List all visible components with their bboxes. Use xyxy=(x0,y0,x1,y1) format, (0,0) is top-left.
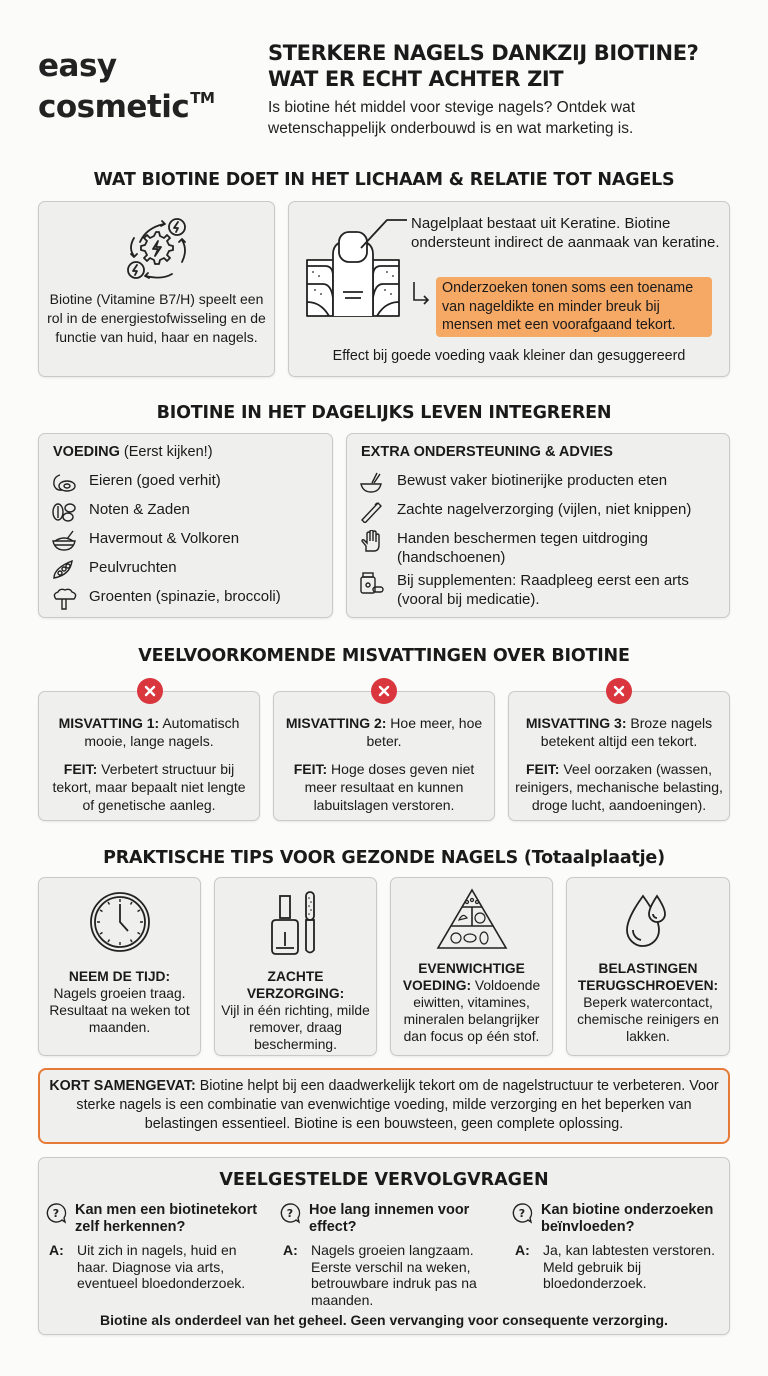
food-pyramid-icon xyxy=(436,888,508,952)
broccoli-icon xyxy=(51,588,77,610)
card-extra-support xyxy=(346,433,730,618)
logo-line-1: easy xyxy=(38,48,117,84)
faq-answer: A: Uit zich in nagels, huid en haar. Diagnose via arts, eventueel bloedonderzoek. xyxy=(49,1242,246,1291)
egg-icon xyxy=(51,472,77,494)
fact-text: FEIT: Verbetert structuur bij tekort, maar bepaalt niet lengte of genetische aanleg. xyxy=(52,761,246,813)
list-item-label: Noten & Zaden xyxy=(89,501,190,518)
question-bubble-icon xyxy=(279,1202,301,1224)
list-item-label: Bij supplementen: Raadpleeg eerst een arts (vooral bij medicatie). xyxy=(397,572,689,608)
subtitle-line-2: wetenschappelijk onderbouwd is en wat marketing is. xyxy=(268,120,634,137)
summary-text: Biotine helpt bij een daadwerkelijk tekort om de nagelstructuur te verbeteren. Voor sterke nagels is een combinatie van evenwichtige voeding, milde verzorging en het beperken van belastingen essentieel. Biotine is een bouwsteen, geen complete oplossing. xyxy=(76,1078,719,1132)
list-item-label: Bewust vaker biotinerijke producten eten xyxy=(397,472,668,489)
supplement-bottle-icon xyxy=(359,572,385,594)
misconception-card-1 xyxy=(38,691,260,821)
section-title-daily-life: BIOTINE IN HET DAGELIJKS LEVEN INTEGREREN xyxy=(156,403,612,423)
faq-question: ? Hoe lang innemen voor effect? xyxy=(279,1202,479,1236)
keratine-text: Nagelplaat bestaat uit Keratine. Biotine ondersteunt indirect de aanmaak van keratine. xyxy=(411,215,720,251)
list-item-label: Peulvruchten xyxy=(89,559,177,576)
misconception-card-2 xyxy=(273,691,495,821)
list-item xyxy=(359,530,697,567)
logo-line-2: cosmetic xyxy=(38,89,190,125)
list-item-label: Groenten (spinazie, broccoli) xyxy=(89,588,281,605)
x-mark-icon xyxy=(371,678,397,704)
oatmeal-bowl-icon xyxy=(51,530,77,552)
myth-text: MISVATTING 1: Automatisch mooie, lange nagels. xyxy=(58,715,240,749)
nuts-seeds-icon xyxy=(51,501,77,523)
list-item xyxy=(51,588,281,610)
list-item xyxy=(51,472,221,494)
tip-text: BELASTINGEN TERUGSCHROEVEN: Beperk watercontact, chemische reinigers en lakken. xyxy=(577,961,719,1044)
list-item xyxy=(359,472,667,494)
glove-icon xyxy=(359,530,385,552)
effect-note: Effect bij goede voeding vaak kleiner dan gesuggereerd xyxy=(332,348,686,364)
list-item-label: Havermout & Volkoren xyxy=(89,530,240,547)
tip-card-gentle-care xyxy=(214,877,377,1056)
card-nutrition xyxy=(38,433,333,618)
svg-text:?: ? xyxy=(52,1207,60,1220)
page-subtitle xyxy=(268,97,635,139)
title-line-2: WAT ER ECHT ACHTER ZIT xyxy=(268,67,564,91)
section-title-misconceptions: VEELVOORKOMENDE MISVATTINGEN OVER BIOTINE xyxy=(138,646,630,666)
faq-question: ? Kan biotine onderzoeken beïnvloeden? xyxy=(511,1202,726,1236)
faq-footer: Biotine als onderdeel van het geheel. Geen vervanging voor consequente verzorging. xyxy=(100,1312,668,1328)
list-item-label: Zachte nagelverzorging (vijlen, niet knippen) xyxy=(397,501,692,518)
energy-cycle-gear-icon xyxy=(120,212,192,284)
list-item xyxy=(51,530,239,552)
arrow-right-icon xyxy=(411,280,433,306)
tip-text: NEEM DE TIJD: Nagels groeien traag. Resultaat na weken tot maanden. xyxy=(49,969,190,1035)
water-drops-icon xyxy=(623,890,673,948)
tip-card-time xyxy=(38,877,201,1056)
brand-logo xyxy=(38,50,214,123)
x-mark-icon xyxy=(606,678,632,704)
list-item-label: Eieren (goed verhit) xyxy=(89,472,221,489)
fact-text: FEIT: Veel oorzaken (wassen, reinigers, mechanische belasting, droge lucht, aandoeningen). xyxy=(515,761,723,813)
bowl-chopsticks-icon xyxy=(359,472,385,494)
trademark: TM xyxy=(190,89,215,107)
list-item xyxy=(359,501,691,523)
card-biotin-function xyxy=(38,201,275,377)
tip-card-balanced-nutrition xyxy=(390,877,553,1056)
faq-answer: A: Ja, kan labtesten verstoren. Meld gebruik bij bloedonderzoek. xyxy=(515,1242,715,1291)
research-highlight: Onderzoeken tonen soms een toename van nageldikte en minder breuk bij mensen met een voorafgaand tekort. xyxy=(436,277,712,337)
finger-nail-cross-section-icon xyxy=(299,212,407,322)
fact-text: FEIT: Hoge doses geven niet meer resultaat en kunnen labuitslagen verstoren. xyxy=(293,761,475,813)
question-bubble-icon xyxy=(45,1202,67,1224)
faq-title: VEELGESTELDE VERVOLGVRAGEN xyxy=(219,1170,549,1190)
summary-box xyxy=(38,1068,730,1144)
section-title-practical-tips: PRAKTISCHE TIPS VOOR GEZONDE NAGELS (Totaalplaatje) xyxy=(103,848,665,868)
faq-card xyxy=(38,1157,730,1335)
myth-text: MISVATTING 3: Broze nagels betekent altijd een tekort. xyxy=(525,715,713,749)
nutrition-heading xyxy=(53,444,213,460)
nail-file-icon xyxy=(359,501,385,523)
list-item xyxy=(51,501,190,523)
page-title xyxy=(268,40,698,92)
nutrition-heading-note: (Eerst kijken!) xyxy=(119,444,213,460)
summary-label: KORT SAMENGEVAT: xyxy=(49,1078,196,1094)
nutrition-heading-bold: VOEDING xyxy=(53,444,120,460)
pea-pod-icon xyxy=(51,559,77,581)
section-title-what-biotin-does: WAT BIOTINE DOET IN HET LICHAAM & RELATIE TOT NAGELS xyxy=(93,170,675,190)
tip-text: ZACHTE VERZORGING: Vijl in één richting, milde remover, draag bescherming. xyxy=(221,969,370,1052)
svg-text:?: ? xyxy=(286,1207,294,1220)
title-line-1: STERKERE NAGELS DANKZIJ BIOTINE? xyxy=(268,41,699,65)
subtitle-line-1: Is biotine hét middel voor stevige nagels? Ontdek wat xyxy=(268,99,636,116)
tip-text: EVENWICHTIGE VOEDING: Voldoende eiwitten, vitamines, mineralen belangrijker dan focus op één stof. xyxy=(402,961,541,1044)
card-nail-keratine xyxy=(288,201,730,377)
myth-text: MISVATTING 2: Hoe meer, hoe beter. xyxy=(285,715,483,749)
list-item xyxy=(51,559,177,581)
faq-question: ? Kan men een biotinetekort zelf herkennen? xyxy=(45,1202,265,1236)
question-bubble-icon xyxy=(511,1202,533,1224)
tip-card-reduce-stress xyxy=(566,877,730,1056)
x-mark-icon xyxy=(137,678,163,704)
list-item xyxy=(359,572,717,609)
list-item-label: Handen beschermen tegen uitdroging (handschoenen) xyxy=(397,530,649,566)
clock-icon xyxy=(88,890,152,954)
misconception-card-3 xyxy=(508,691,730,821)
svg-text:?: ? xyxy=(518,1207,526,1220)
biotin-function-text: Biotine (Vitamine B7/H) speelt een rol in de energiestofwisseling en de functie van huid, haar en nagels. xyxy=(47,291,266,345)
nail-polish-file-icon xyxy=(270,890,322,956)
extra-support-heading: EXTRA ONDERSTEUNING & ADVIES xyxy=(361,444,613,460)
faq-answer: A: Nagels groeien langzaam. Eerste verschil na weken, betrouwbare indruk pas na maanden. xyxy=(283,1242,477,1308)
